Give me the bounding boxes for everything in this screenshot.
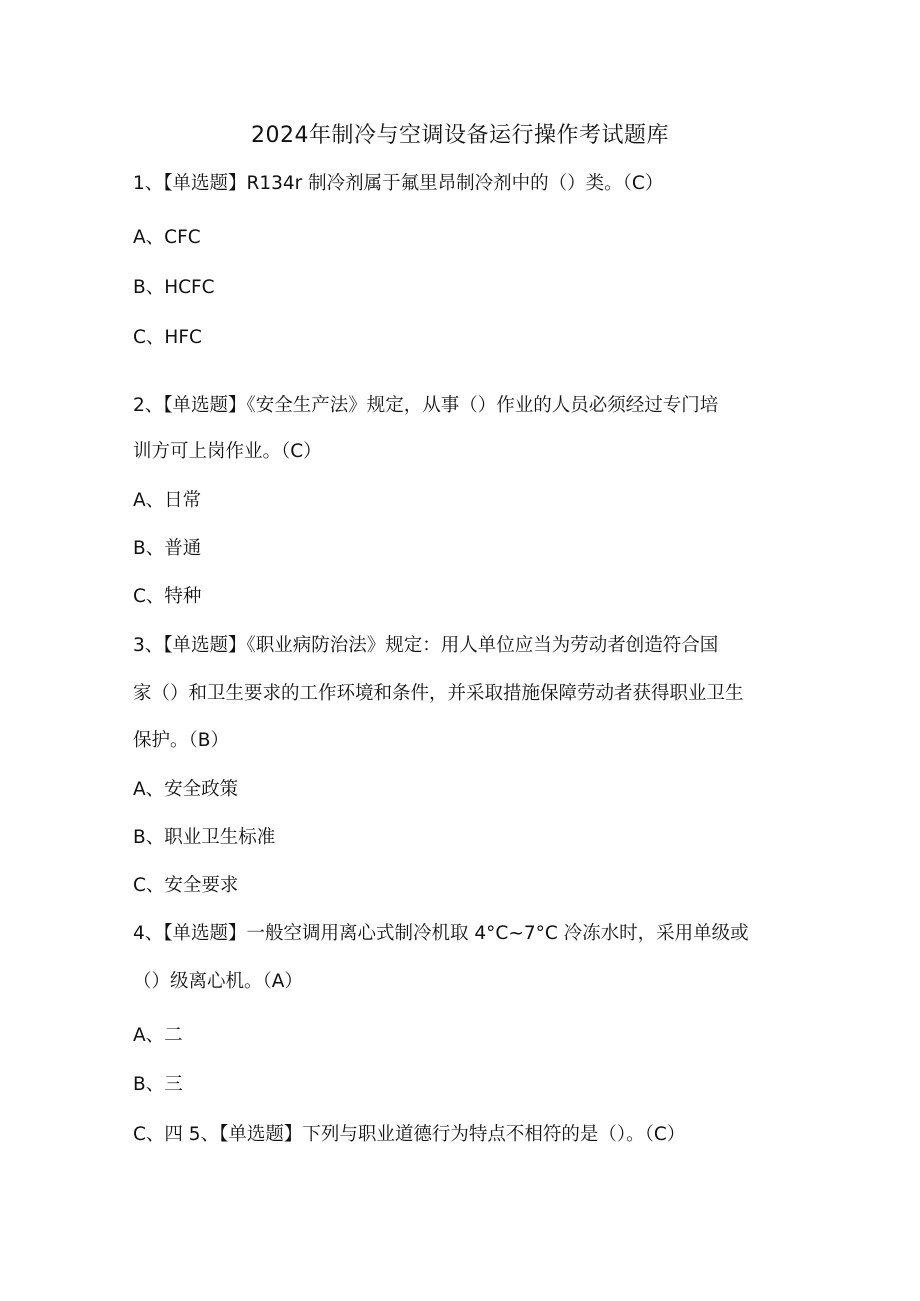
question-1-option-a: A、CFC xyxy=(133,227,201,248)
question-4-stem-line-1: 4、【单选题】一般空调用离心式制冷机取 4°C~7°C 冷冻水时，采用单级或 xyxy=(133,923,749,944)
question-3-stem-line-2: 家（）和卫生要求的工作环境和条件，并采取措施保障劳动者获得职业卫生 xyxy=(133,683,744,704)
question-3-stem-line-3: 保护。（B） xyxy=(133,730,229,751)
question-2-option-b: B、普通 xyxy=(133,538,202,559)
question-1-option-c: C、HFC xyxy=(133,327,202,348)
question-4-option-b: B、三 xyxy=(133,1074,183,1095)
question-1-option-b: B、HCFC xyxy=(133,277,215,298)
document-title: 2024年制冷与空调设备运行操作考试题库 xyxy=(251,123,669,148)
question-3-option-b: B、职业卫生标准 xyxy=(133,827,276,848)
question-3-option-a: A、安全政策 xyxy=(133,779,239,800)
question-3-option-c: C、安全要求 xyxy=(133,875,239,896)
question-2-option-c: C、特种 xyxy=(133,586,202,607)
question-2-option-a: A、日常 xyxy=(133,490,202,511)
question-4-stem-line-2: （）级离心机。（A） xyxy=(133,971,303,992)
question-1-stem: 1、【单选题】R134r 制冷剂属于氟里昂制冷剂中的（）类。（C） xyxy=(133,173,664,194)
question-2-stem-line-2: 训方可上岗作业。（C） xyxy=(133,441,322,462)
question-4-option-a: A、二 xyxy=(133,1025,183,1046)
question-2-stem-line-1: 2、【单选题】《安全生产法》规定，从事（）作业的人员必须经过专门培 xyxy=(133,395,719,416)
question-4-option-c-and-question-5-stem: C、四 5、【单选题】下列与职业道德行为特点不相符的是（）。（C） xyxy=(133,1124,686,1145)
question-3-stem-line-1: 3、【单选题】《职业病防治法》规定：用人单位应当为劳动者创造符合国 xyxy=(133,635,719,656)
